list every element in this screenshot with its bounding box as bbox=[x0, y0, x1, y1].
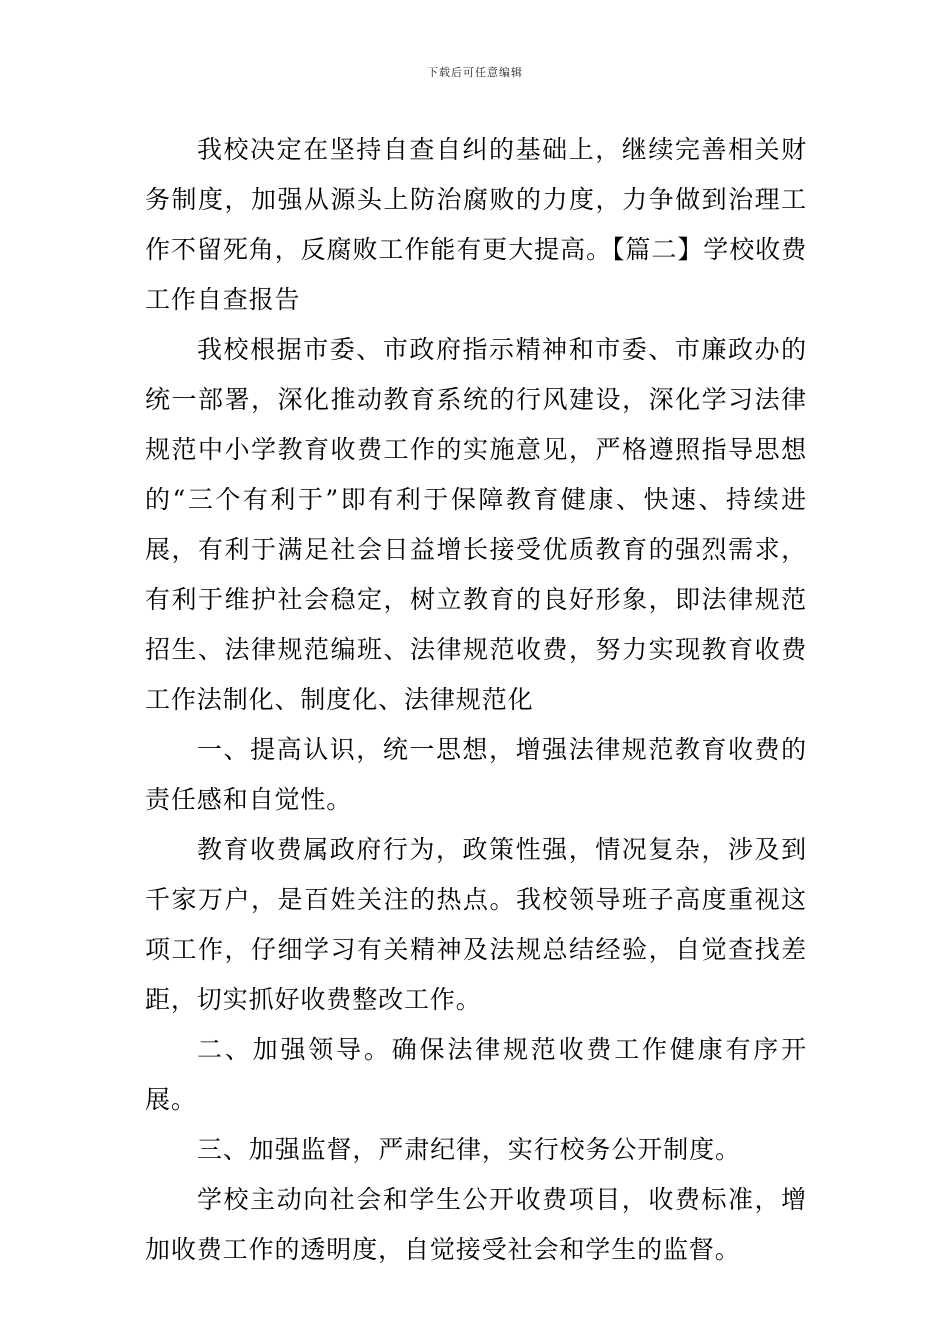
paragraph-4: 学校主动向社会和学生公开收费项目，收费标准，增加收费工作的透明度，自觉接受社会和学生的监督。 bbox=[145, 1185, 807, 1264]
section-heading-2: 二、加强领导。确保法律规范收费工作健康有序开展。 bbox=[145, 1035, 807, 1114]
page-header: 下载后可任意编辑 bbox=[427, 66, 523, 79]
paragraph-2: 我校根据市委、市政府指示精神和市委、市廉政办的统一部署，深化推动教育系统的行风建设，深化学习法律规范中小学教育收费工作的实施意见，严格遵照指导思想的“三个有利于”即有利于保障教育健康、快速、持续进展，有利于满足社会日益增长接受优质教育的强烈需求，有利于维护社会稳定，树立教育的良好形象，即法律规范招生、法律规范编班、法律规范收费，努力实现教育收费工作法制化、制度化、法律规范化 bbox=[145, 335, 807, 714]
section-heading-3: 三、加强监督，严肃纪律，实行校务公开制度。 bbox=[197, 1135, 741, 1164]
document-body bbox=[145, 125, 807, 1275]
section-heading-1: 一、提高认识，统一思想，增强法律规范教育收费的责任感和自觉性。 bbox=[145, 735, 807, 814]
paragraph-3: 教育收费属政府行为，政策性强，情况复杂，涉及到千家万户，是百姓关注的热点。我校领导班子高度重视这项工作，仔细学习有关精神及法规总结经验，自觉查找差距，切实抓好收费整改工作。 bbox=[145, 835, 807, 1014]
paragraph-1: 我校决定在坚持自查自纠的基础上，继续完善相关财务制度，加强从源头上防治腐败的力度，力争做到治理工作不留死角，反腐败工作能有更大提高。【篇二】学校收费工作自查报告 bbox=[145, 135, 807, 314]
